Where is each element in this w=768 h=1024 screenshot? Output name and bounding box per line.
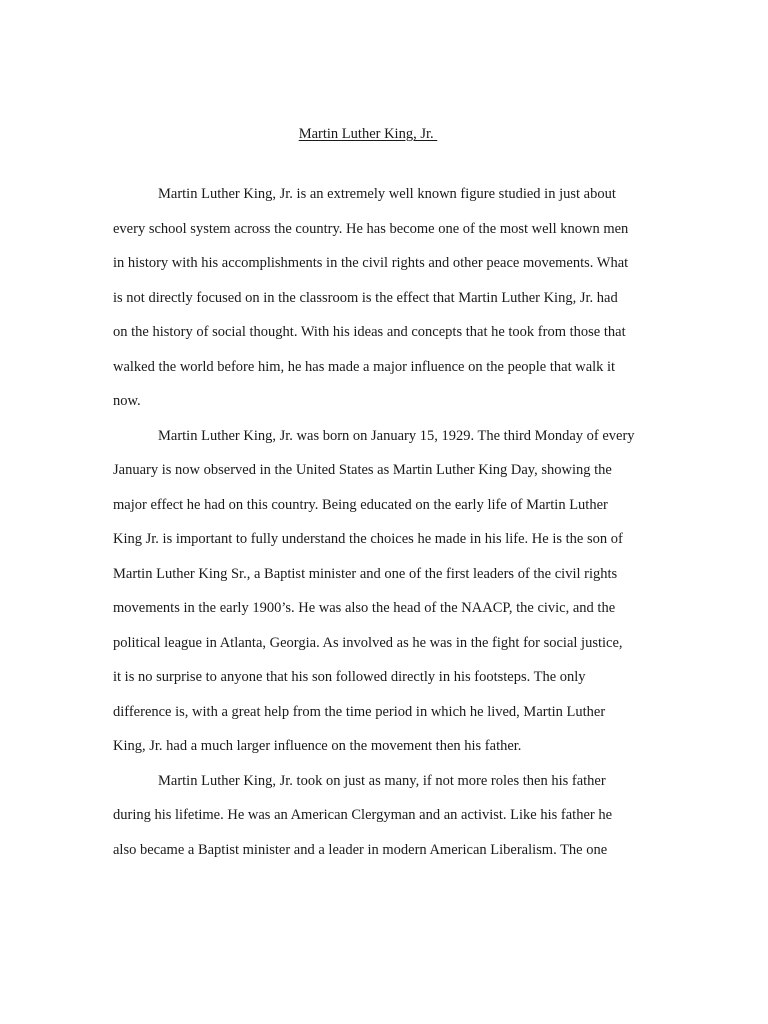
paragraph-1-line-3: in history with his accomplishments in the civil rights and other peace movements. What <box>113 255 629 271</box>
paragraph-2-line-1: Martin Luther King, Jr. was born on January 15, 1929. The third Monday of every <box>158 427 635 444</box>
paragraph-3-line-3: also became a Baptist minister and a leader in modern American Liberalism. The one <box>113 841 608 858</box>
paragraph-1-line-4: is not directly focused on in the classroom is the effect that Martin Luther King, Jr. had <box>113 289 618 306</box>
paragraph-1-line-2: every school system across the country. He has become one of the most well known men <box>113 220 629 237</box>
paragraph-1-line-1: Martin Luther King, Jr. is an extremely well known figure studied in just about <box>158 186 616 202</box>
paragraph-2-line-2: January is now observed in the United States as Martin Luther King Day, showing the <box>113 462 612 478</box>
paragraph-2-line-3: major effect he had on this country. Being educated on the early life of Martin Luther <box>113 496 608 513</box>
paragraph-2-line-5: Martin Luther King Sr., a Baptist minister and one of the first leaders of the civil rights <box>113 565 618 582</box>
paragraph-2-line-6: movements in the early 1900’s. He was also the head of the NAACP, the civic, and the <box>113 600 616 616</box>
document-body <box>113 177 673 867</box>
paragraph-2-line-4: King Jr. is important to fully understand the choices he made in his life. He is the son of <box>113 531 623 547</box>
paragraph-2-line-8: it is no surprise to anyone that his son followed directly in his footsteps. The only <box>113 669 586 685</box>
paragraph-2-line-9: difference is, with a great help from the time period in which he lived, Martin Luther <box>113 703 606 720</box>
paragraph-1-line-6: walked the world before him, he has made a major influence on the people that walk it <box>113 358 616 375</box>
paragraph-1-line-5: on the history of social thought. With his ideas and concepts that he took from those that <box>113 324 626 340</box>
paragraph-1-line-7: now. <box>113 393 141 409</box>
paragraph-3-line-1: Martin Luther King, Jr. took on just as many, if not more roles then his father <box>158 772 606 789</box>
paragraph-3-line-2: during his lifetime. He was an American Clergyman and an activist. Like his father he <box>113 807 613 823</box>
paragraph-2-line-10: King, Jr. had a much larger influence on the movement then his father. <box>113 738 522 754</box>
document-title: Martin Luther King, Jr. <box>298 126 438 142</box>
paragraph-2-line-7: political league in Atlanta, Georgia. As involved as he was in the fight for social justice, <box>113 634 623 651</box>
